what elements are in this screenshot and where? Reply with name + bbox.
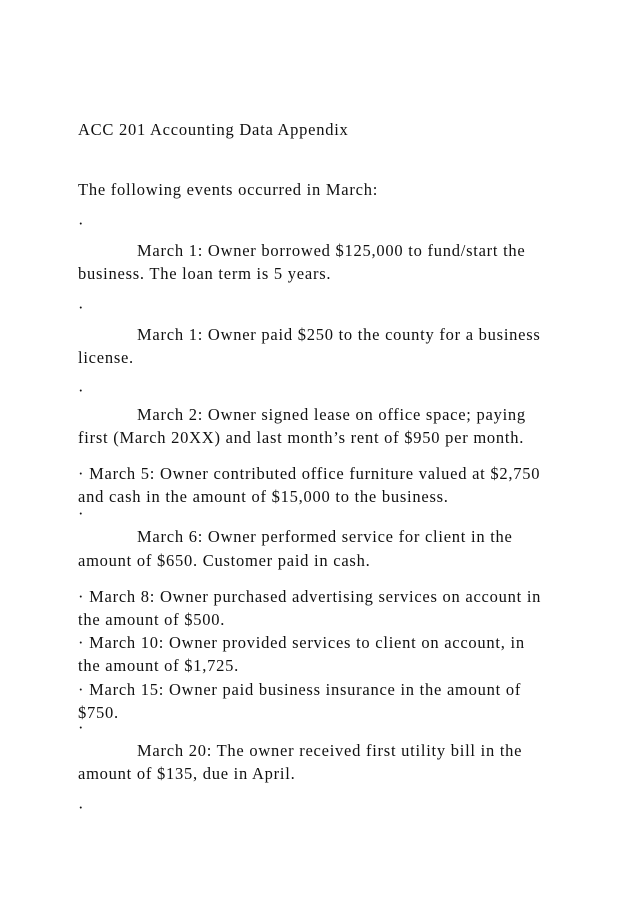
event-9-line-1: March 20: The owner received first utility bill in the <box>137 741 523 760</box>
bullet-marker: · <box>78 214 85 233</box>
event-7-line-2: the amount of $1,725. <box>78 656 240 675</box>
event-6-line-2: the amount of $500. <box>78 610 226 629</box>
event-3-line-1: March 2: Owner signed lease on office space; paying <box>137 405 526 424</box>
event-1-line-1: March 1: Owner borrowed $125,000 to fund/start the <box>137 241 526 260</box>
event-1-line-2: business. The loan term is 5 years. <box>78 264 332 283</box>
event-5-line-2: amount of $650. Customer paid in cash. <box>78 551 371 570</box>
event-6-line-1: · March 8: Owner purchased advertising services on account in <box>78 587 542 606</box>
bullet-marker: · <box>78 504 85 523</box>
event-2-line-2: license. <box>78 348 134 367</box>
event-8-line-2: $750. <box>78 703 119 722</box>
intro-text: The following events occurred in March: <box>78 180 379 199</box>
bullet-marker: · <box>78 798 85 817</box>
event-4-line-2: and cash in the amount of $15,000 to the business. <box>78 487 449 506</box>
event-7-line-1: · March 10: Owner provided services to client on account, in <box>78 633 525 652</box>
document-title: ACC 201 Accounting Data Appendix <box>78 120 349 139</box>
bullet-marker: · <box>78 298 85 317</box>
event-9-line-2: amount of $135, due in April. <box>78 764 296 783</box>
event-5-line-1: March 6: Owner performed service for client in the <box>137 527 513 546</box>
event-4-line-1: · March 5: Owner contributed office furniture valued at $2,750 <box>78 464 541 483</box>
bullet-marker: · <box>78 718 85 737</box>
bullet-marker: · <box>78 381 85 400</box>
event-8-line-1: · March 15: Owner paid business insurance in the amount of <box>78 680 522 699</box>
event-3-line-2: first (March 20XX) and last month’s rent of $950 per month. <box>78 428 525 447</box>
event-2-line-1: March 1: Owner paid $250 to the county for a business <box>137 325 541 344</box>
